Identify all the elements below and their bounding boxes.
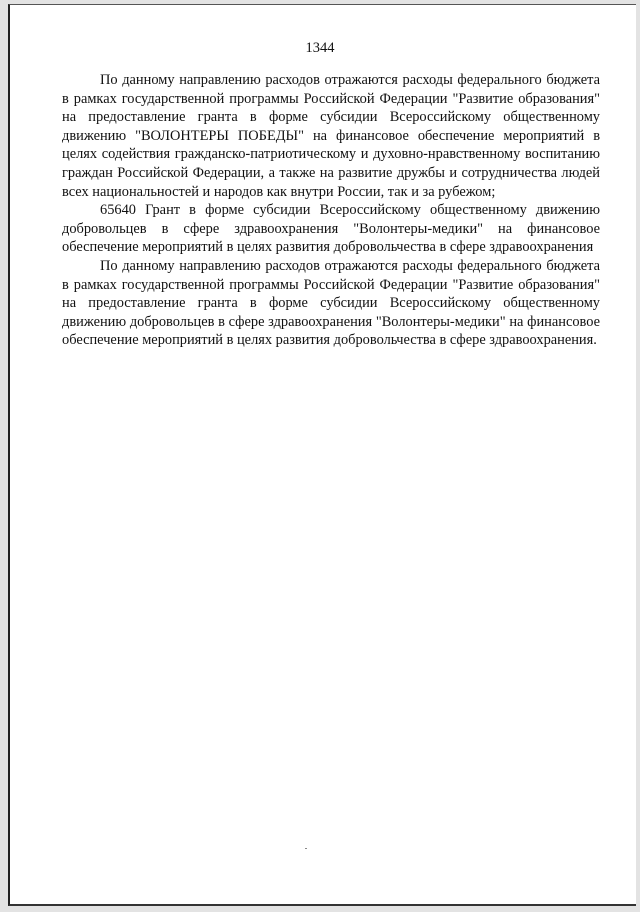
paragraph-code-65640-heading: 65640 Грант в форме субсидии Всероссийскому общественному движению добровольцев в сфере здравоохранения "Волонтеры-медики" на финансовое обеспечение мероприятий в целях развития добровольчества в сфере здравоохранения: [62, 202, 600, 256]
page-number: 1344: [305, 40, 335, 56]
paragraph-expenses-volunteer-medics: По данному направлению расходов отражаются расходы федерального бюджета в рамках государственной программы Российской Федерации "Развитие образования" на предоставление гранта в форме субсидии Всероссийскому общественному движению добровольцев в сфере здравоохранения "Волонтеры-медики" на финансовое обеспечение мероприятий в целях развития добровольчества в сфере здравоохранения.: [62, 257, 600, 349]
paragraph-expenses-volunteers-of-victory: По данному направлению расходов отражаются расходы федерального бюджета в рамках государственной программы Российской Федерации "Развитие образования" на предоставление гранта в форме субсидии Всероссийскому общественному движению "ВОЛОНТЕРЫ ПОБЕДЫ" на финансовое обеспечение мероприятий в целях содействия гражданско-патриотическому и духовно-нравственному воспитанию граждан Российской Федерации, а также на развитие дружбы и сотрудничества людей всех национальностей и народов как внутри России, так и за рубежом;: [62, 72, 600, 200]
document-body: [62, 71, 600, 350]
scan-speck: [305, 848, 307, 849]
